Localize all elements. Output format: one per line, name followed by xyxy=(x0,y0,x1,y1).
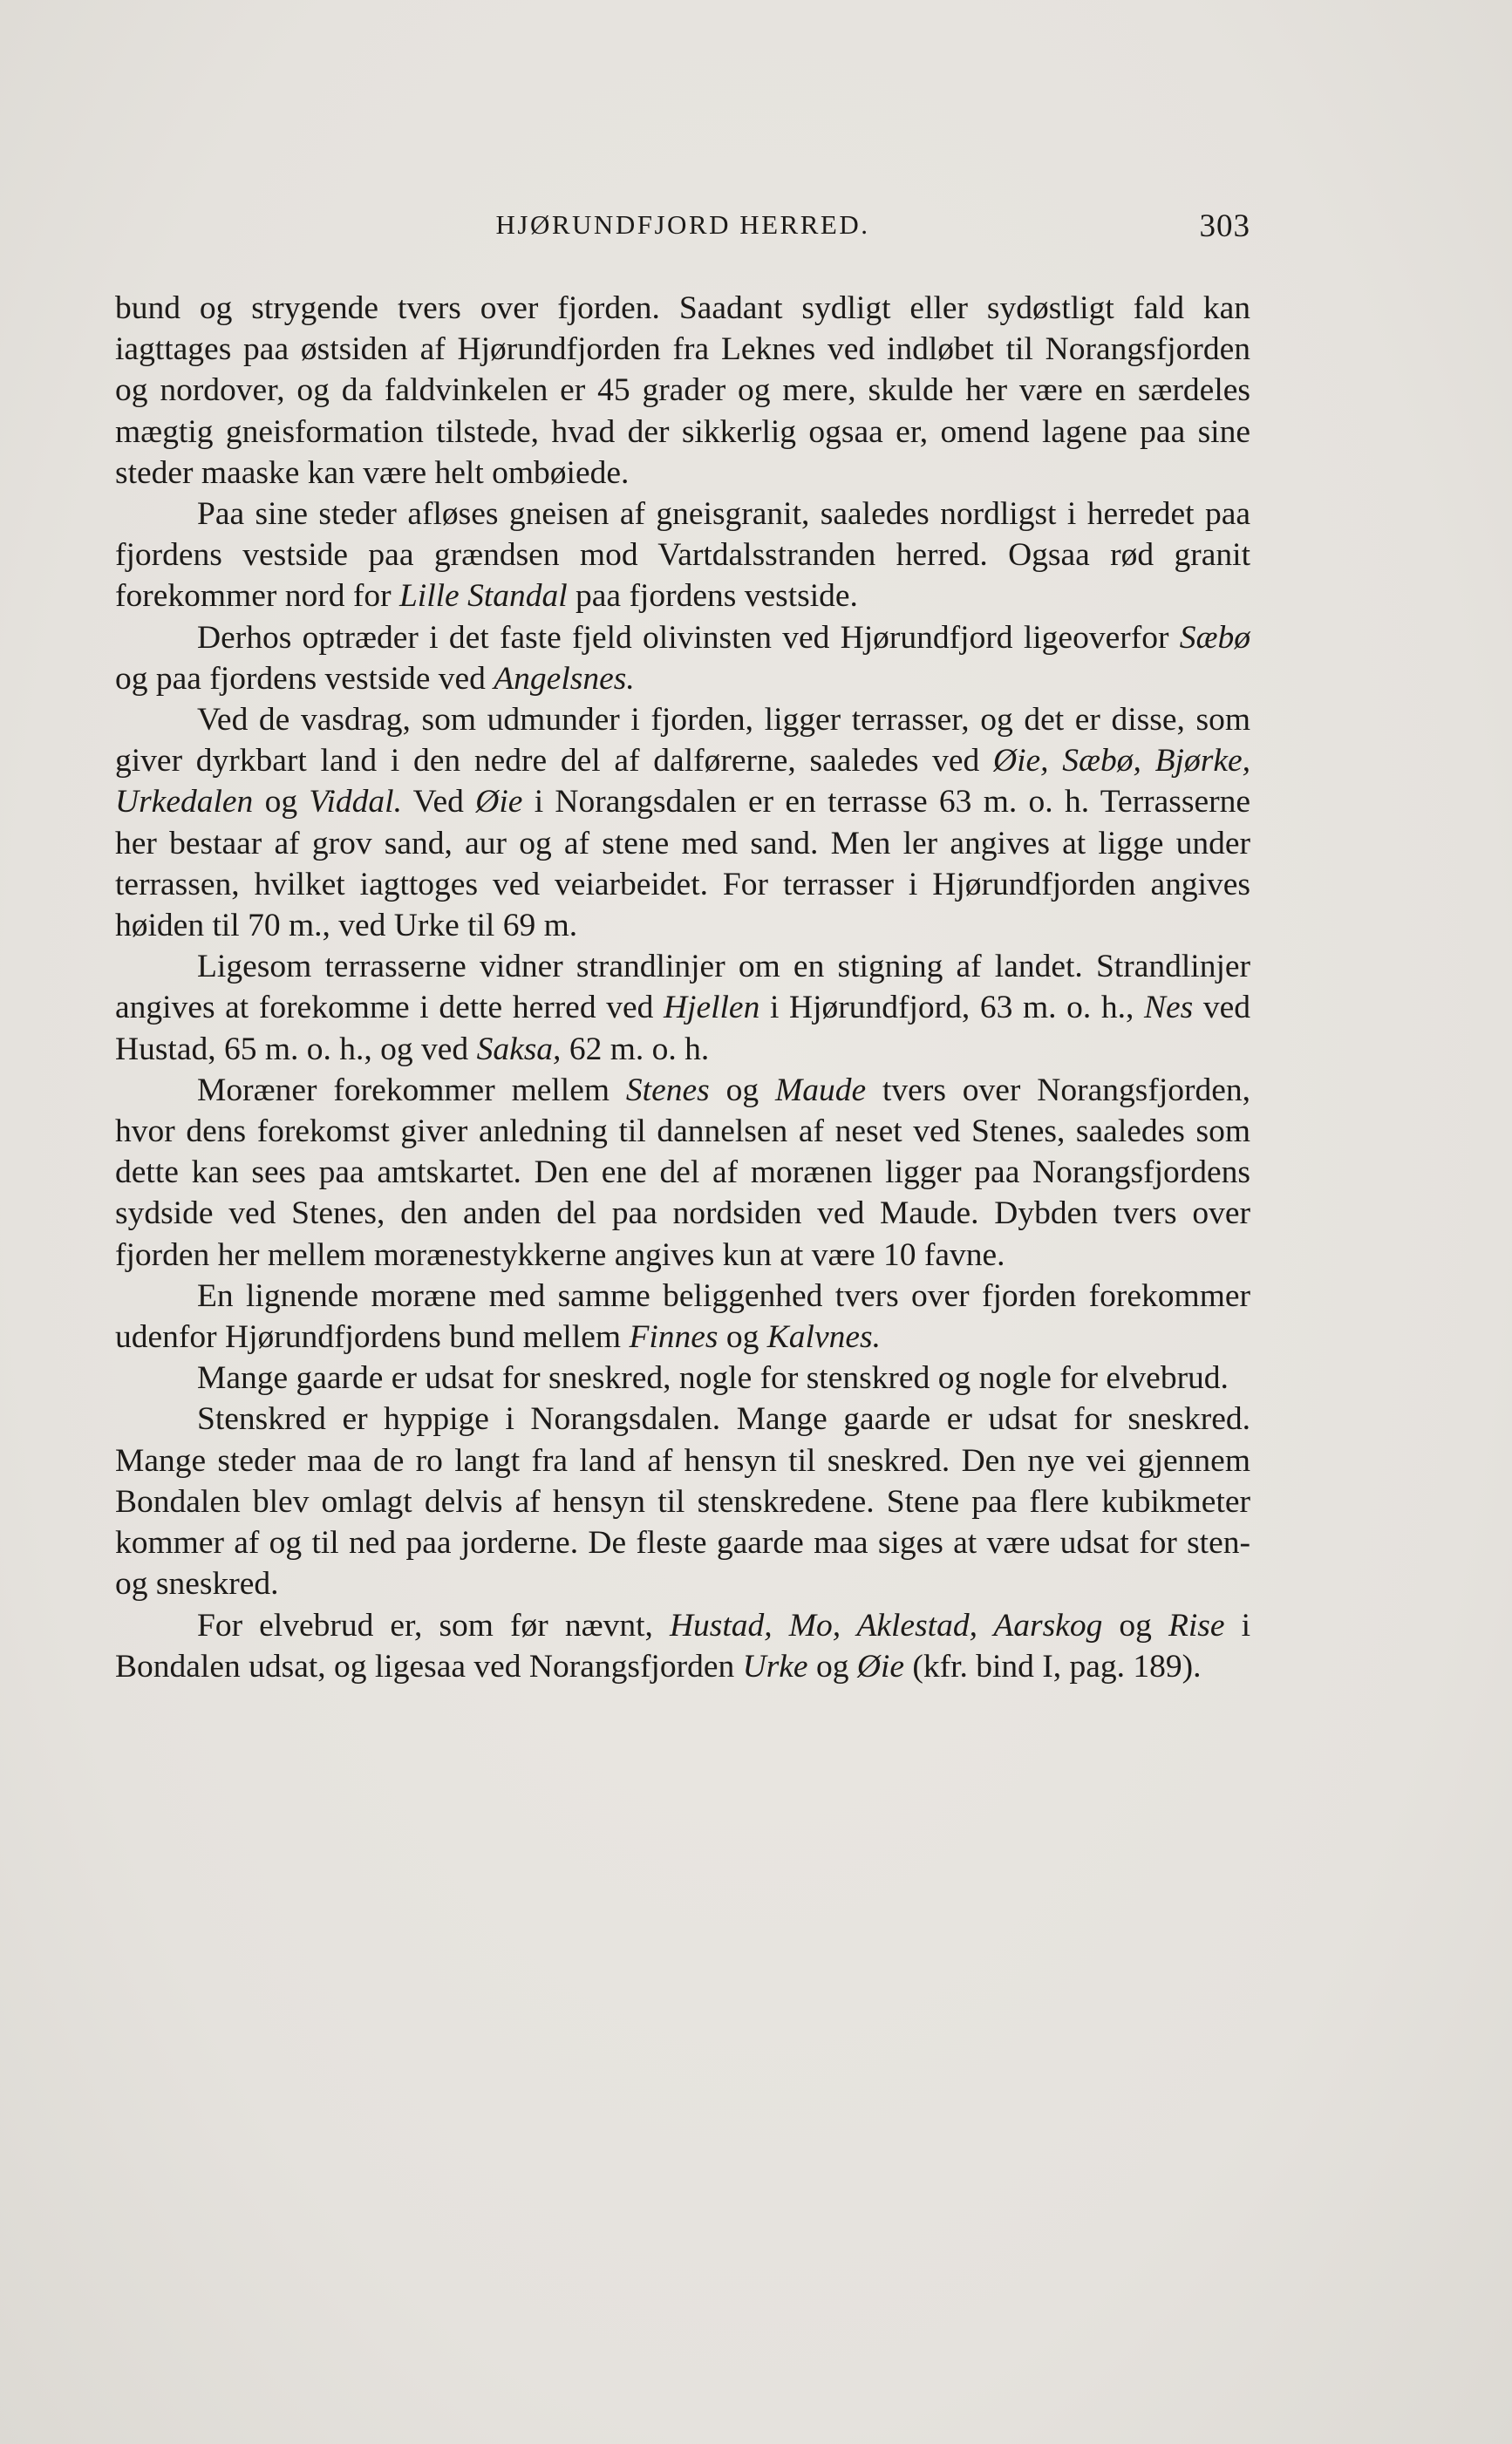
italic-run: Nes xyxy=(1143,990,1194,1026)
italic-run: Stenes xyxy=(625,1072,710,1108)
text-run: i Hjørundfjord, 63 m. o. h., xyxy=(759,990,1144,1026)
text-run: og xyxy=(807,1648,857,1685)
text-run: For elvebrud er, som før nævnt, xyxy=(197,1607,670,1644)
paragraph xyxy=(115,1358,1250,1399)
italic-run: Saksa, xyxy=(476,1031,562,1067)
paragraph xyxy=(115,288,1250,494)
text-run: og xyxy=(718,1319,767,1356)
text-run: Ligesom terrasserne vidner strandlinjer om en stigning af landet. Strandlinjer angives at forekomme i dette herred ved xyxy=(115,949,1250,1026)
italic-run: Maude xyxy=(775,1072,867,1108)
italic-run: Øie, Sæbø, Bjørke, Urkedalen xyxy=(115,743,1250,820)
text-run: Paa sine steder afløses gneisen af gneisgranit, saaledes nordligst i herredet paa fjordens vestside paa grændsen mod Vartdalsstranden herred. Ogsaa rød granit forekommer nord for xyxy=(115,496,1250,615)
text-run: og xyxy=(1102,1607,1168,1644)
paragraph xyxy=(115,1399,1250,1604)
italic-run: Lille Standal xyxy=(398,578,568,615)
text-run: Ved de vasdrag, som udmunder i fjorden, ligger terrasser, og det er disse, som giver dyrkbart land i den nedre del af dalførerne, saaledes ved xyxy=(115,702,1250,779)
body-text xyxy=(115,288,1250,1687)
text-run: og paa fjordens vestside ved xyxy=(115,660,494,697)
italic-run: Øie xyxy=(475,784,523,820)
text-run: i Norangsdalen er en terrasse 63 m. o. h. Terrasserne her bestaar af grov sand, aur og af stene med sand. Men ler angives at ligge under terrassen, hvilket iagttoges ved veiarbeidet. For terrasser i Hjørundfjorden angives høiden til 70 m., ved Urke til 69 m. xyxy=(115,784,1250,944)
paragraph xyxy=(115,1605,1250,1687)
italic-run: Hjellen xyxy=(663,990,760,1026)
text-run: og xyxy=(253,784,310,820)
italic-run: Viddal. xyxy=(309,784,402,820)
text-run: Mange gaarde er udsat for sneskred, nogle for stenskred og nogle for elvebrud. xyxy=(197,1360,1229,1397)
text-block xyxy=(115,209,1250,1687)
running-title: HJØRUNDFJORD HERRED. xyxy=(495,209,870,240)
text-run: i Bondalen udsat, og ligesaa ved Norangsfjorden xyxy=(115,1607,1251,1685)
italic-run: Finnes xyxy=(629,1319,719,1356)
paragraph xyxy=(115,1276,1250,1358)
italic-run: Urke xyxy=(742,1648,808,1685)
paragraph xyxy=(115,699,1250,946)
italic-run: Hustad, Mo, Aklestad, Aarskog xyxy=(669,1607,1103,1644)
page-number: 303 xyxy=(1199,208,1250,244)
text-run: Moræner forekommer mellem xyxy=(197,1072,626,1108)
paragraph xyxy=(115,494,1250,617)
paragraph xyxy=(115,946,1250,1070)
italic-run: Sæbø xyxy=(1179,619,1250,656)
running-head xyxy=(115,209,1250,262)
text-run: 62 m. o. h. xyxy=(561,1031,710,1067)
text-run: bund og strygende tvers over fjorden. Saadant sydligt eller sydøstligt fald kan iagttages paa østsiden af Hjørundfjorden fra Leknes ved indløbet til Norangsfjorden og nordover, og da faldvinkelen er 45 grader og mere, skulde her være en særdeles mægtig gneisformation tilstede, hvad der sikkerlig ogsaa er, omend lagene paa sine steder maaske kan være helt ombøiede. xyxy=(115,290,1250,491)
text-run: og xyxy=(709,1072,775,1108)
italic-run: Kalvnes. xyxy=(766,1319,881,1356)
text-run: ved Hustad, 65 m. o. h., og ved xyxy=(115,990,1250,1067)
text-run: Derhos optræder i det faste fjeld olivinsten ved Hjørundfjord ligeoverfor xyxy=(197,619,1180,656)
text-run: Stenskred er hyppige i Norangsdalen. Mange gaarde er udsat for sneskred. Mange steder maa de ro langt fra land af hensyn til sneskred. Den nye vei gjennem Bondalen blev omlagt delvis af hensyn til stenskredene. Stene paa flere kubikmeter kommer af og til ned paa jorderne. De fleste gaarde maa siges at være udsat for sten- og sneskred. xyxy=(115,1401,1250,1603)
italic-run: Angelsnes. xyxy=(494,660,635,697)
text-run: En lignende moræne med samme beliggenhed tvers over fjorden forekommer udenfor Hjørundfjordens bund mellem xyxy=(115,1277,1250,1356)
text-run: (kfr. bind I, pag. 189). xyxy=(903,1648,1202,1685)
text-run: paa fjordens vestside. xyxy=(567,578,858,615)
text-run: Ved xyxy=(401,784,476,820)
italic-run: Øie xyxy=(856,1648,904,1685)
paragraph xyxy=(115,1070,1250,1276)
paragraph xyxy=(115,617,1250,699)
italic-run: Rise xyxy=(1168,1607,1225,1644)
text-run: tvers over Norangsfjorden, hvor dens forekomst giver anledning til dannelsen af neset ved Stenes, saaledes som dette kan sees paa amtskartet. Den ene del af morænen ligger paa Norangsfjordens sydside ved Stenes, den anden del paa nordsiden ved Maude. Dybden tvers over fjorden her mellem morænestykkerne angives kun at være 10 favne. xyxy=(115,1072,1251,1273)
